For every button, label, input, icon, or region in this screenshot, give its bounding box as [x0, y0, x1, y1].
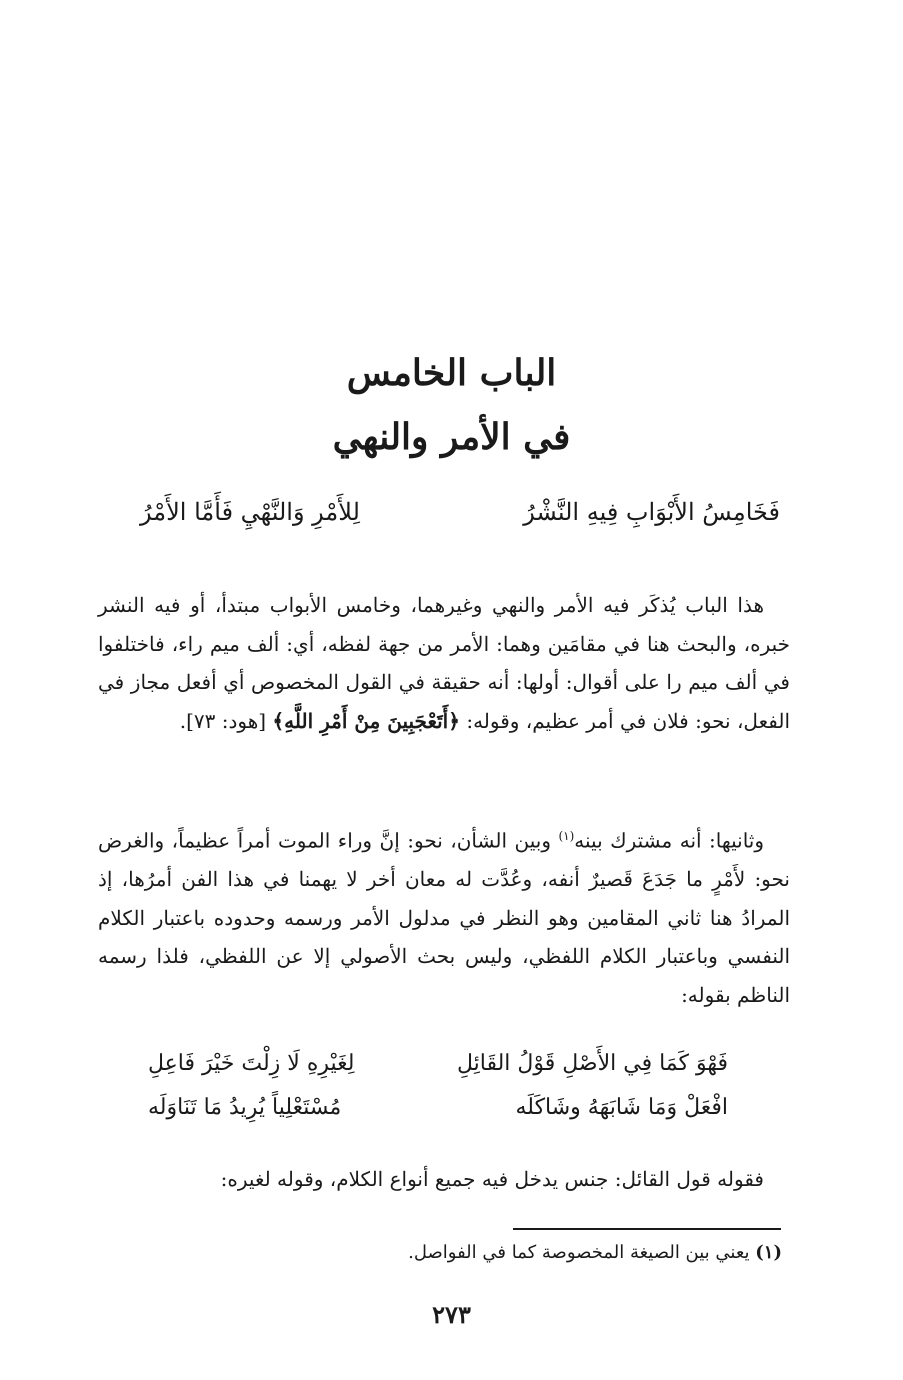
poem-line: [148, 1086, 728, 1130]
paragraph-text: هذا الباب يُذكَر فيه الأمر والنهي وغيرهما، وخامس الأبواب مبتدأ، أو فيه النشر خبره، والبحث هنا في مقامَين وهما: الأمر من جهة لفظه، أي: ألف ميم راء، فاختلفوا في ألف ميم را على أقوال: أولها: أنه حقيقة في القول المخصوص أي أفعل مجاز في الفعل، نحو: فلان في أمر عظيم، وقوله:: [98, 593, 790, 733]
poem-couplet: [148, 1042, 728, 1130]
footnote-text: يعني بين الصيغة المخصوصة كما في الفواصل.: [408, 1242, 756, 1263]
footnote: [98, 1238, 782, 1268]
footnote-number: (١): [755, 1242, 782, 1263]
poem-verse: [140, 498, 780, 526]
verse-left-hemistich: مُسْتَعْلِياً يُرِيدُ مَا تَنَاوَلَه: [148, 1095, 342, 1120]
paragraph-text: وثانيها: أنه مشترك بينه: [574, 828, 765, 853]
quran-citation: [هود: ٧٣].: [179, 708, 273, 733]
verse-left-hemistich: لِغَيْرِهِ لَا زِلْتَ خَيْرَ فَاعِلِ: [148, 1051, 355, 1076]
footnote-reference: (١): [558, 829, 575, 843]
verse-right-hemistich: افْعَلْ وَمَا شَابَهَهُ وشَاكَلَه: [515, 1095, 728, 1120]
chapter-title: الباب الخامس: [346, 352, 557, 394]
verse-right-hemistich: فَخَامِسُ الأَبْوَابِ فِيهِ النَّشْرُ: [523, 498, 780, 526]
page-number: ٢٧٣: [432, 1300, 471, 1329]
paragraph-text-continued: وبين الشأن، نحو: إنَّ وراء الموت أمراً عظيماً، والغرض نحو: لأَمْرٍ ما جَدَعَ قَصيرٌ أنفه، وعُدَّت له معان أخر لا يهمنا في هذا الفن أمرُها، إذ المرادُ هنا ثاني المقامين وهو النظر في مدلول الأمر ورسمه وحدوده باعتبار الكلام النفسي وباعتبار الكلام اللفظي، وليس بحث الأصولي إلا عن اللفظي، فلذا رسمه الناظم بقوله:: [98, 828, 790, 1007]
quran-quote: ﴿أَتَعْجَبِينَ مِنْ أَمْرِ اللَّهِ﴾: [272, 708, 460, 733]
paragraph: [98, 586, 790, 740]
chapter-subtitle: في الأمر والنهي: [332, 416, 571, 458]
paragraph: [98, 817, 790, 1014]
verse-right-hemistich: فَهْوَ كَمَا فِي الأَصْلِ قَوْلُ القَائِلِ: [456, 1051, 728, 1076]
poem-line: [148, 1042, 728, 1086]
paragraph: فقوله قول القائل: جنس يدخل فيه جميع أنواع الكلام، وقوله لغيره:: [220, 1167, 764, 1191]
verse-left-hemistich: لِلأَمْرِ وَالنَّهْيِ فَأَمَّا الأَمْرُ: [140, 498, 360, 526]
footnote-divider: [513, 1228, 781, 1230]
